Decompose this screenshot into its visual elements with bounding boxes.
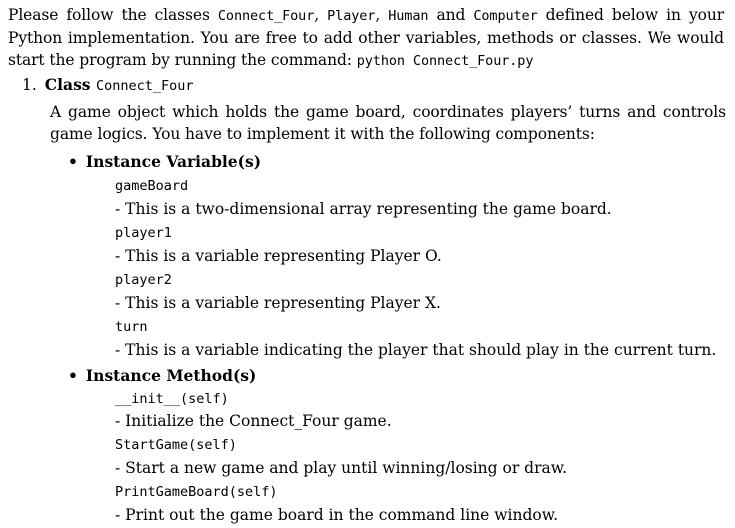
document-page [8, 4, 726, 524]
methods-heading-label: Instance Method(s) [85, 366, 257, 385]
intro-text: defined below in your Python implementation. You are free to add other variables, methods or classes. We would start the program by running the command: [8, 6, 725, 69]
bullet-dot-icon: • [68, 152, 78, 171]
class-name-human: Human [388, 8, 429, 24]
method-description: - Start a new game and play until winning/losing or draw. [115, 459, 568, 477]
intro-text: , [375, 6, 389, 24]
intro-text: , [314, 6, 328, 24]
section-title-prefix: Class [44, 75, 91, 94]
variable-description: - This is a variable representing Player O. [115, 247, 442, 265]
variable-name: gameBoard [115, 178, 189, 194]
variable-name: player2 [115, 272, 172, 288]
section-description: A game object which holds the game board, coordinates players’ turns and controls game logics. You have to implement it with the following components: [50, 103, 726, 143]
method-name: StartGame(self) [115, 437, 237, 453]
variables-heading [68, 151, 261, 173]
intro-text: Please follow the classes [8, 6, 218, 24]
method-description: - Initialize the Connect_Four game. [115, 412, 392, 430]
section-number: 1. [22, 76, 37, 94]
class-name-connect-four: Connect_Four [217, 8, 315, 24]
variable-description: - This is a variable indicating the player that should play in the current turn. [115, 341, 717, 359]
section-title-code: Connect_Four [95, 78, 194, 94]
method-description: - Print out the game board in the command line window. [115, 506, 559, 524]
run-command: python Connect_Four.py [356, 53, 534, 69]
method-name: __init__(self) [115, 391, 229, 407]
variable-name: player1 [115, 225, 172, 241]
method-name: PrintGameBoard(self) [115, 484, 278, 500]
intro-paragraph [8, 4, 724, 72]
methods-heading [68, 365, 256, 387]
section-heading [22, 74, 193, 97]
class-name-player: Player [327, 8, 376, 24]
bullet-dot-icon: • [68, 366, 78, 385]
class-name-computer: Computer [473, 8, 538, 24]
variable-description: - This is a two-dimensional array representing the game board. [115, 200, 612, 218]
intro-text: and [428, 6, 474, 24]
variable-name: turn [115, 319, 148, 335]
variables-heading-label: Instance Variable(s) [85, 152, 262, 171]
variable-description: - This is a variable representing Player X. [115, 294, 441, 312]
